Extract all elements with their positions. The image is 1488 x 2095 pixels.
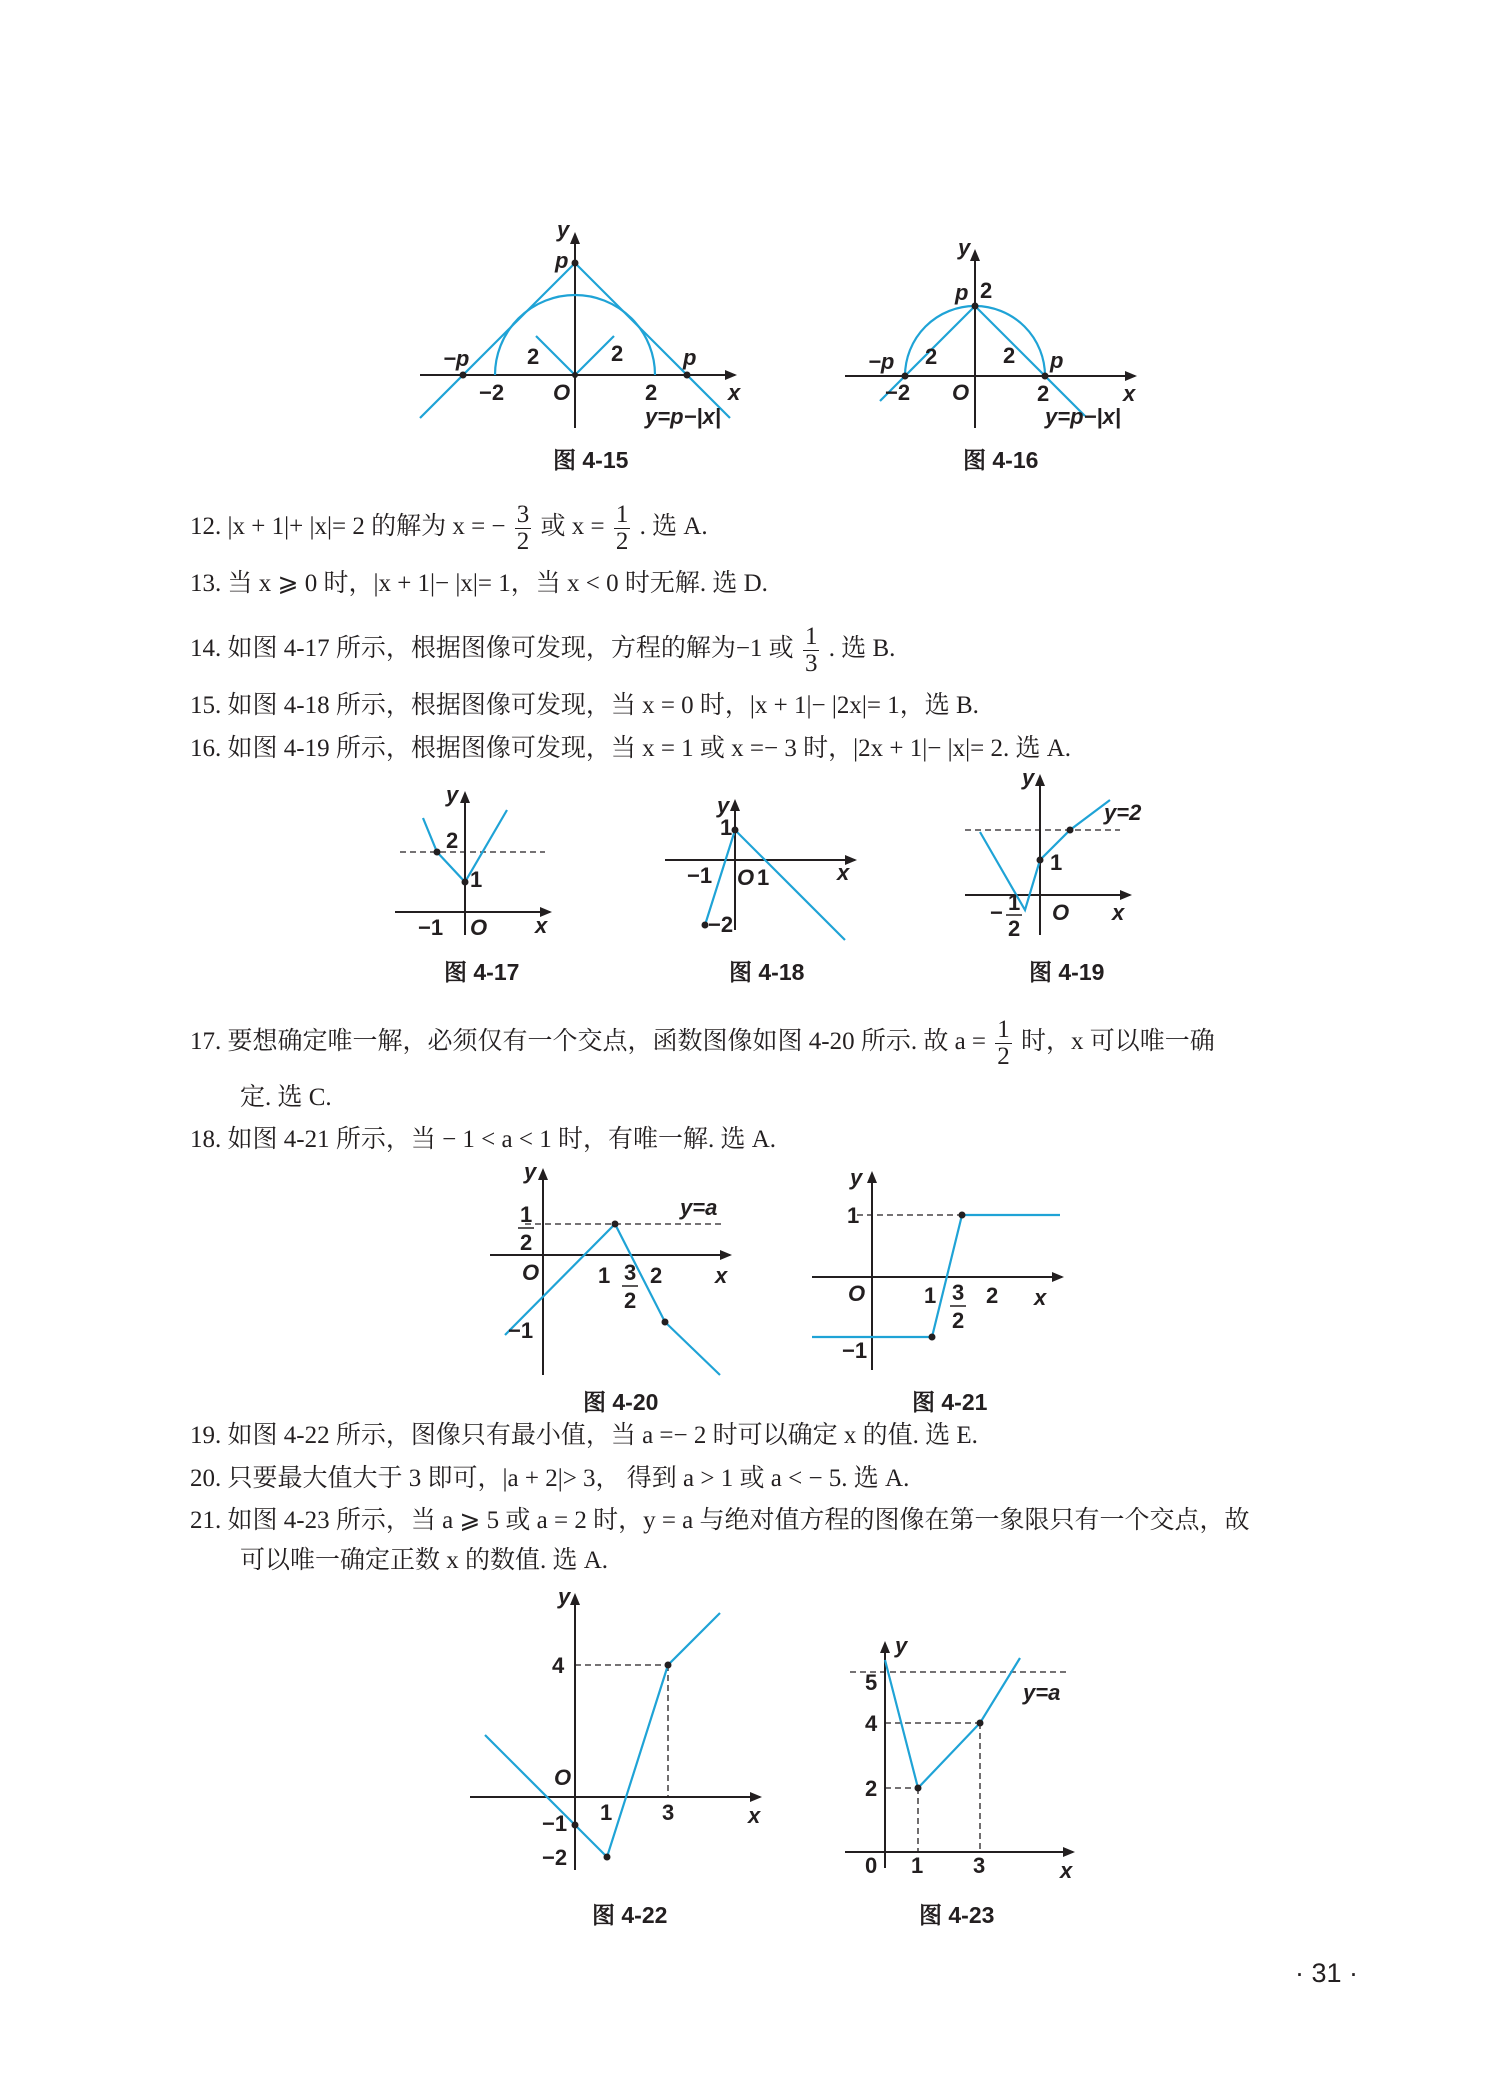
label-half-num: 1 [1008, 890, 1021, 915]
label-y-eq: y=2 [1104, 800, 1142, 825]
label-1: 1 [598, 1263, 611, 1288]
label-1: 1 [911, 1853, 924, 1878]
caption-4-19: 图 4-19 [1029, 959, 1105, 985]
figure-4-21 [812, 1165, 1082, 1375]
label-y: y [446, 782, 459, 807]
answer-12: 12. |x + 1|+ |x|= 2 的解为 x = − $\frac{3}{2}$ 或 x = $\frac{1}{2}$ . 选 A. [190, 501, 708, 555]
answer-14: 14. 如图 4-17 所示，根据图像可发现，方程的解为−1 或 $\frac{1}{3}$ . 选 B. [190, 623, 896, 677]
label-origin: O [1052, 900, 1070, 925]
graph [980, 800, 1110, 910]
label-origin: O [848, 1281, 866, 1306]
label-x: x [837, 860, 850, 885]
answer-17: 17. 要想确定唯一解，必须仅有一个交点，函数图像如图 4-20 所示. 故 a = $\frac{1}{2}$ 时，x 可以唯一确 [190, 1016, 1215, 1070]
label-neg2: −2 [708, 912, 734, 937]
label-neg1: −1 [842, 1338, 868, 1363]
label-seg-right: 2 [1003, 343, 1016, 368]
label-x: x [535, 913, 548, 938]
label-1-x: 1 [924, 1283, 937, 1308]
label-p-right: p [683, 345, 697, 370]
label-origin: O [554, 1765, 572, 1790]
answer-21: 21. 如图 4-23 所示，当 a ⩾ 5 或 a = 2 时，y = a 与绝对值方程的图像在第一象限只有一个交点，故 [190, 1507, 1250, 1534]
label-2-x: 2 [1037, 381, 1050, 406]
label-x: x [1112, 900, 1125, 925]
figure-4-20 [490, 1160, 740, 1380]
label-1: 1 [1050, 850, 1063, 875]
label-x: x [1123, 381, 1136, 406]
label-1-x: 1 [757, 865, 770, 890]
label-origin: O [470, 915, 488, 940]
label-neg1: −1 [418, 915, 444, 940]
label-neg2: −2 [885, 380, 911, 405]
label-y: y [958, 235, 971, 260]
label-2: 2 [865, 1776, 878, 1801]
label-x: x [1034, 1285, 1047, 1310]
page-number: · 31 · [1294, 1958, 1358, 1988]
label-neg: − [990, 900, 1003, 925]
answer-18: 18. 如图 4-21 所示，当 − 1 < a < 1 时，有唯一解. 选 A. [190, 1126, 777, 1153]
label-neg1: −1 [542, 1811, 568, 1836]
label-seg-left: 2 [527, 344, 540, 369]
caption-4-18: 图 4-18 [729, 959, 805, 985]
fraction-1-2: $\frac{1}{2}$ [997, 1016, 1010, 1070]
label-seg-left: 2 [925, 344, 938, 369]
caption-4-23: 图 4-23 [919, 1902, 995, 1928]
caption-4-20: 图 4-20 [583, 1389, 659, 1415]
label-1-y: 1 [720, 815, 733, 840]
label-y-eq: y=a [1023, 1680, 1061, 1705]
answer-19: 19. 如图 4-22 所示，图像只有最小值，当 a =− 2 时可以确定 x 的值. 选 E. [190, 1422, 978, 1449]
label-2: 2 [650, 1263, 663, 1288]
figure-4-19 [960, 765, 1160, 950]
fraction-3-2: $\frac{3}{2}$ [516, 501, 530, 555]
figure-4-23 [845, 1630, 1090, 1883]
label-neg2: −2 [542, 1845, 568, 1870]
caption-4-17: 图 4-17 [444, 959, 520, 985]
label-2-x: 2 [645, 380, 658, 405]
label-y: y [850, 1165, 863, 1190]
caption-4-22: 图 4-22 [592, 1902, 668, 1928]
fraction-1-3: $\frac{1}{3}$ [804, 623, 818, 677]
label-seg-right: 2 [611, 341, 624, 366]
figure-4-17 [390, 780, 565, 940]
figure-4-18 [665, 795, 865, 955]
label-3-den: 2 [952, 1308, 965, 1333]
caption-4-21: 图 4-21 [912, 1389, 988, 1415]
label-origin: O [952, 380, 970, 405]
caption-4-16: 图 4-16 [963, 447, 1039, 473]
label-origin: O [553, 380, 571, 405]
label-1: 1 [600, 1800, 613, 1825]
label-3-num: 3 [952, 1280, 965, 1305]
label-half-num: 1 [520, 1202, 533, 1227]
label-half-den: 2 [520, 1230, 533, 1255]
label-x: x [748, 1803, 761, 1828]
label-y: y [895, 1633, 908, 1658]
label-0: 0 [865, 1853, 878, 1878]
radius-right [575, 336, 614, 375]
label-equation: y=p−|x| [645, 404, 721, 429]
label-y: y [558, 1584, 571, 1609]
label-neg2: −2 [479, 380, 505, 405]
answer-17-cont: 定. 选 C. [240, 1084, 332, 1111]
label-4: 4 [865, 1711, 878, 1736]
label-2: 2 [446, 828, 459, 853]
label-3: 3 [973, 1853, 986, 1878]
label-1-y: 1 [847, 1203, 860, 1228]
fraction-1-2: $\frac{1}{2}$ [615, 501, 629, 555]
label-p-top: p [555, 248, 569, 273]
label-p-right: p [1050, 348, 1064, 373]
label-equation: y=p−|x| [1045, 404, 1121, 429]
label-half-den: 2 [1008, 916, 1021, 941]
label-y-eq: y=a [680, 1195, 718, 1220]
figure-4-22 [470, 1585, 780, 1885]
label-3-den: 2 [624, 1288, 637, 1313]
label-y: y [717, 793, 730, 818]
label-neg-p: −p [443, 346, 470, 371]
figure-4-15 [415, 217, 745, 438]
answer-15: 15. 如图 4-18 所示，根据图像可发现，当 x = 0 时，|x + 1|− |2x|= 1，选 B. [190, 692, 979, 719]
label-4: 4 [552, 1653, 565, 1678]
label-x: x [715, 1263, 728, 1288]
radius-left [536, 336, 575, 375]
label-3: 3 [662, 1800, 675, 1825]
figure-4-16 [840, 235, 1160, 433]
answer-21-cont: 可以唯一确定正数 x 的数值. 选 A. [240, 1547, 609, 1574]
answer-13: 13. 当 x ⩾ 0 时，|x + 1|− |x|= 1，当 x < 0 时无解. 选 D. [190, 570, 768, 597]
label-y: y [1022, 765, 1035, 790]
graph [505, 1224, 720, 1375]
label-neg1: −1 [508, 1318, 534, 1343]
label-1: 1 [470, 867, 483, 892]
label-2-top: 2 [980, 278, 993, 303]
label-p-top: p [955, 280, 969, 305]
label-3-num: 3 [624, 1260, 637, 1285]
label-neg-p: −p [868, 349, 895, 374]
label-y: y [557, 217, 570, 242]
answer-20: 20. 只要最大值大于 3 即可，|a + 2|> 3， 得到 a > 1 或 a < − 5. 选 A. [190, 1465, 910, 1492]
caption-4-15: 图 4-15 [553, 447, 629, 473]
label-5: 5 [865, 1670, 878, 1695]
label-origin: O [737, 865, 755, 890]
label-y: y [524, 1159, 537, 1184]
label-neg1: −1 [687, 863, 713, 888]
answer-16: 16. 如图 4-19 所示，根据图像可发现，当 x = 1 或 x =− 3 时，|2x + 1|− |x|= 2. 选 A. [190, 735, 1071, 762]
label-x: x [728, 380, 741, 405]
label-2: 2 [986, 1283, 999, 1308]
label-origin: O [522, 1260, 540, 1285]
label-x: x [1060, 1858, 1073, 1883]
